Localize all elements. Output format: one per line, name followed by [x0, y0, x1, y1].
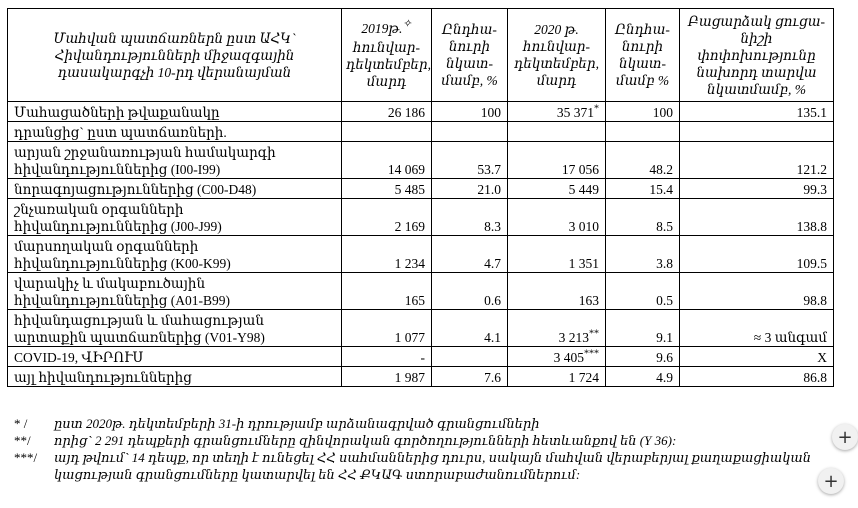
- cause-label-line: նորագոյացություններից (C00-D48): [14, 182, 257, 197]
- share-2019: 0.6: [432, 273, 508, 310]
- cause-label-line: այլ հիվանդություններից: [14, 370, 192, 385]
- change-percent: 121.2: [680, 142, 834, 179]
- zoom-in-button[interactable]: [832, 424, 858, 450]
- header-line: Մահվան պատճառներն ըստ ԱՀԿ`: [53, 30, 296, 46]
- cause-label: [8, 142, 342, 179]
- share-2019: 100: [432, 102, 508, 122]
- mortality-table: [7, 8, 834, 387]
- cause-label: [8, 273, 342, 310]
- value-2019: 165: [342, 273, 432, 310]
- value-2020-text: 1 351: [568, 256, 599, 271]
- cause-label-line: հիվանդություններից (A01-B99): [14, 293, 231, 308]
- share-2019: 8.3: [432, 199, 508, 236]
- value-2019: 26 186: [342, 102, 432, 122]
- plus-icon: +: [837, 426, 853, 448]
- table-header-row: [8, 9, 834, 102]
- cause-label: [8, 179, 342, 199]
- share-2019: 53.7: [432, 142, 508, 179]
- cause-label: [8, 102, 342, 122]
- value-2020: [508, 102, 606, 122]
- share-2019: 4.1: [432, 310, 508, 347]
- header-line: 2020 թ.: [534, 22, 579, 37]
- footnote: [14, 449, 834, 483]
- table-row: [8, 122, 834, 142]
- share-2019: 21.0: [432, 179, 508, 199]
- header-line: նուրի: [621, 39, 664, 54]
- footnote-mark: * /: [14, 416, 28, 431]
- cause-label: [8, 122, 342, 142]
- cause-label-line: COVID-19, ՎԻՐՈՒՍ: [14, 350, 144, 365]
- share-2020: 100: [606, 102, 680, 122]
- header-2020-share: [606, 9, 680, 102]
- change-percent: 109.5: [680, 236, 834, 273]
- plus-icon: +: [823, 470, 839, 492]
- value-2019: 1 234: [342, 236, 432, 273]
- header-line: 2019թ.✧: [361, 18, 412, 36]
- value-2020-text: 3 213: [558, 330, 589, 345]
- cause-label-line: շնչառական օրգանների: [14, 202, 184, 217]
- share-2019: 4.7: [432, 236, 508, 273]
- share-2020: 9.1: [606, 310, 680, 347]
- value-2020: [508, 347, 606, 367]
- value-2020: [508, 142, 606, 179]
- value-2020-text: 35 371: [556, 105, 594, 120]
- value-2020: [508, 367, 606, 387]
- footnote-mark: ***/: [14, 450, 38, 465]
- change-percent: 135.1: [680, 102, 834, 122]
- cause-label-line: հիվանդություններից (J00-J99): [14, 219, 222, 234]
- share-2020: 48.2: [606, 142, 680, 179]
- footnote-mark: *: [594, 103, 599, 115]
- header-line: հունվար-: [523, 39, 590, 54]
- footnote: [14, 432, 834, 449]
- value-2020: [508, 199, 606, 236]
- header-line: մամբ, %: [441, 73, 498, 88]
- change-percent: 86.8: [680, 367, 834, 387]
- share-2020: 4.9: [606, 367, 680, 387]
- header-2019-share: [432, 9, 508, 102]
- footnote-text: ըստ 2020թ. դեկտեմբերի 31-ի դրությամբ արձանագրված գրանցումների: [54, 416, 540, 431]
- value-2020: [508, 310, 606, 347]
- change-percent: [680, 122, 834, 142]
- header-line: մամբ %: [615, 73, 670, 88]
- table-row: [8, 347, 834, 367]
- cause-label-line: հիվանդություններից (I00-I99): [14, 162, 221, 177]
- header-line: նկատ-: [446, 56, 493, 71]
- value-2019: [342, 122, 432, 142]
- cause-label-line: Մահացածների թվաքանակը: [14, 105, 220, 120]
- header-line: Հիվանդությունների միջազգային: [54, 47, 295, 63]
- cause-label: [8, 367, 342, 387]
- value-2020-text: 5 449: [568, 182, 599, 197]
- share-2020: [606, 122, 680, 142]
- change-percent: 98.8: [680, 273, 834, 310]
- cause-label: [8, 236, 342, 273]
- header-line: Ընդհա-: [615, 22, 670, 37]
- share-2020: 15.4: [606, 179, 680, 199]
- header-line: հունվար-: [353, 40, 420, 55]
- header-cause: [8, 9, 342, 102]
- change-percent: 138.8: [680, 199, 834, 236]
- header-line: Բացարձակ ցուցա-: [687, 13, 826, 29]
- header-line: նկատմամբ, %: [707, 81, 806, 97]
- footnote: [14, 415, 834, 432]
- table-row: [8, 310, 834, 347]
- header-line: դասակարգչի 10-րդ վերանայման: [57, 64, 292, 80]
- cause-label-line: վարակիչ և մակաբուծային: [14, 276, 206, 291]
- header-line: մարդ: [536, 73, 577, 88]
- footnote-text: որից` 2 291 դեպքերի գրանցումները զինվորական գործողությունների հետևանքով են (Y 36):: [54, 433, 677, 448]
- header-line: նուրի: [448, 39, 491, 54]
- value-2020-text: 163: [578, 293, 599, 308]
- change-percent: 99.3: [680, 179, 834, 199]
- header-line: դեկտեմբեր,: [346, 57, 431, 72]
- share-2019: [432, 347, 508, 367]
- value-2020-text: 1 724: [568, 370, 599, 385]
- cause-label: [8, 199, 342, 236]
- change-percent: X: [680, 347, 834, 367]
- table-row: [8, 367, 834, 387]
- header-2020-count: [508, 9, 606, 102]
- value-2020-text: 3 405: [553, 350, 584, 365]
- cause-label-line: արտաքին պատճառներից (V01-Y98): [14, 330, 265, 345]
- value-2020: [508, 273, 606, 310]
- cause-label-line: դրանցից` ըստ պատճառների.: [14, 125, 227, 140]
- header-line: նախորդ տարվա: [696, 64, 817, 80]
- share-2019: [432, 122, 508, 142]
- header-line: նկատ-: [619, 56, 666, 71]
- table-row: [8, 273, 834, 310]
- footnote-mark: ***: [584, 348, 599, 360]
- value-2020-text: 3 010: [568, 219, 599, 234]
- share-2020: 8.5: [606, 199, 680, 236]
- share-2020: 0.5: [606, 273, 680, 310]
- value-2020-text: 17 056: [561, 162, 599, 177]
- header-line: դեկտեմբեր,: [514, 56, 599, 71]
- change-percent: ≈ 3 անգամ: [680, 310, 834, 347]
- header-note-mark: ✧: [402, 18, 412, 30]
- header-change: [680, 9, 834, 102]
- table-row: [8, 199, 834, 236]
- cause-label-line: հիվանդացության և մահացության: [14, 313, 264, 328]
- value-2020: [508, 122, 606, 142]
- cause-label-line: արյան շրջանառության համակարգի: [14, 145, 276, 160]
- table-row: [8, 179, 834, 199]
- table-row: [8, 236, 834, 273]
- share-2020: 9.6: [606, 347, 680, 367]
- cause-label: [8, 347, 342, 367]
- add-button[interactable]: [818, 468, 844, 494]
- table-row: [8, 102, 834, 122]
- value-2019: 1 077: [342, 310, 432, 347]
- value-2019: 2 169: [342, 199, 432, 236]
- value-2019: 1 987: [342, 367, 432, 387]
- value-2020: [508, 179, 606, 199]
- header-line: Ընդհա-: [442, 22, 497, 37]
- header-line: մարդ: [366, 74, 407, 89]
- share-2019: 7.6: [432, 367, 508, 387]
- footnote-mark: **: [589, 328, 599, 340]
- cause-label: [8, 310, 342, 347]
- footnote-mark: **/: [14, 433, 31, 448]
- table-row: [8, 142, 834, 179]
- cause-label-line: հիվանդություններից (K00-K99): [14, 256, 231, 271]
- value-2019: 14 069: [342, 142, 432, 179]
- cause-label-line: մարսողական օրգանների: [14, 239, 199, 254]
- header-line: նիշի փոփոխությունը: [697, 30, 816, 63]
- header-2019-count: [342, 9, 432, 102]
- share-2020: 3.8: [606, 236, 680, 273]
- value-2020: [508, 236, 606, 273]
- value-2019: 5 485: [342, 179, 432, 199]
- footnote-text: այդ թվում` 14 դեպք, որ տեղի է ունեցել ՀՀ սահմաններից դուրս, սակայն մահվան վերաբերյալ քաղաքացիական կացության գրանցումները կատարվել են ՀՀ ՔԿԱԳ ստորաբաժանումներում:: [54, 450, 812, 482]
- footnotes: [14, 415, 834, 483]
- value-2019: -: [342, 347, 432, 367]
